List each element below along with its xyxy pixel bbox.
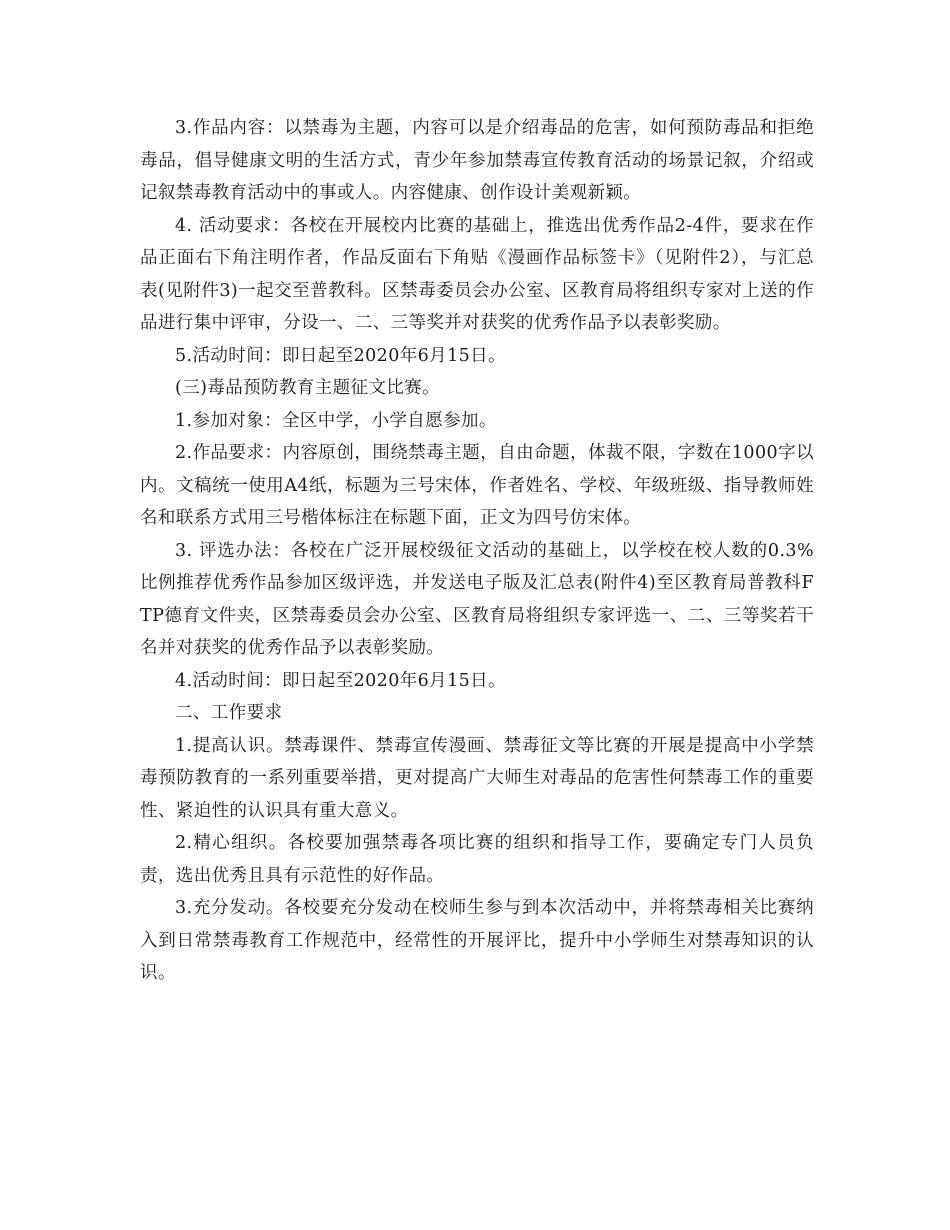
paragraph-careful-organization: 2.精心组织。各校要加强禁毒各项比赛的组织和指导工作，要确定专门人员负责，选出优秀且具有示范性的好作品。	[140, 833, 814, 886]
paragraph-raise-awareness: 1.提高认识。禁毒课件、禁毒宣传漫画、禁毒征文等比赛的开展是提高中小学禁毒预防教育的一系列重要举措，更对提高广大师生对毒品的危害性何禁毒工作的重要性、紧迫性的认识具有重大意义。	[140, 735, 814, 821]
paragraph-participants: 1.参加对象：全区中学，小学自愿参加。	[175, 410, 497, 431]
paragraph-essay-activity-time: 4.活动时间：即日起至2020年6月15日。	[175, 670, 506, 691]
paragraph-work-requirements: 2.作品要求：内容原创，围绕禁毒主题，自由命题，体裁不限，字数在1000字以内。文稿统一使用A4纸，标题为三号宋体，作者姓名、学校、年级班级、指导教师姓名和联系方式用三号楷体标注在标题下面，正文为四号仿宋体。	[140, 443, 814, 528]
paragraph-activity-requirements: 4. 活动要求：各校在开展校内比赛的基础上，推选出优秀作品2-4件，要求在作品正面右下角注明作者，作品反面右下角贴《漫画作品标签卡》（见附件2），与汇总表(见附件3)一起交至普教科。区禁毒委员会办公室、区教育局将组织专家对上送的作品进行集中评审，分设一、二、三等奖并对获奖的优秀作品予以表彰奖励。	[140, 215, 814, 333]
paragraph-full-mobilization: 3.充分发动。各校要充分发动在校师生参与到本次活动中，并将禁毒相关比赛纳入到日常禁毒教育工作规范中，经常性的开展评比，提升中小学师生对禁毒知识的认识。	[140, 898, 814, 983]
paragraph-activity-time: 5.活动时间：即日起至2020年6月15日。	[175, 345, 506, 366]
paragraph-artwork-content: 3.作品内容：以禁毒为主题，内容可以是介绍毒品的危害，如何预防毒品和拒绝毒品，倡导健康文明的生活方式，青少年参加禁毒宣传教育活动的场景记叙，介绍或记叙禁毒教育活动中的事或人。内容健康、创作设计美观新颖。	[140, 118, 814, 203]
section-heading-essay-contest: (三)毒品预防教育主题征文比赛。	[175, 378, 441, 398]
paragraph-selection-method: 3. 评选办法：各校在广泛开展校级征文活动的基础上，以学校在校人数的0.3%比例推荐优秀作品参加区级评选，并发送电子版及汇总表(附件4)至区教育局普教科FTP德育文件夹，区禁毒委员会办公室、区教育局将组织专家评选一、二、三等奖若干名并对获奖的优秀作品予以表彰奖励。	[140, 540, 814, 658]
document-body	[140, 112, 814, 990]
section-heading-work-requirements: 二、工作要求	[175, 703, 283, 723]
